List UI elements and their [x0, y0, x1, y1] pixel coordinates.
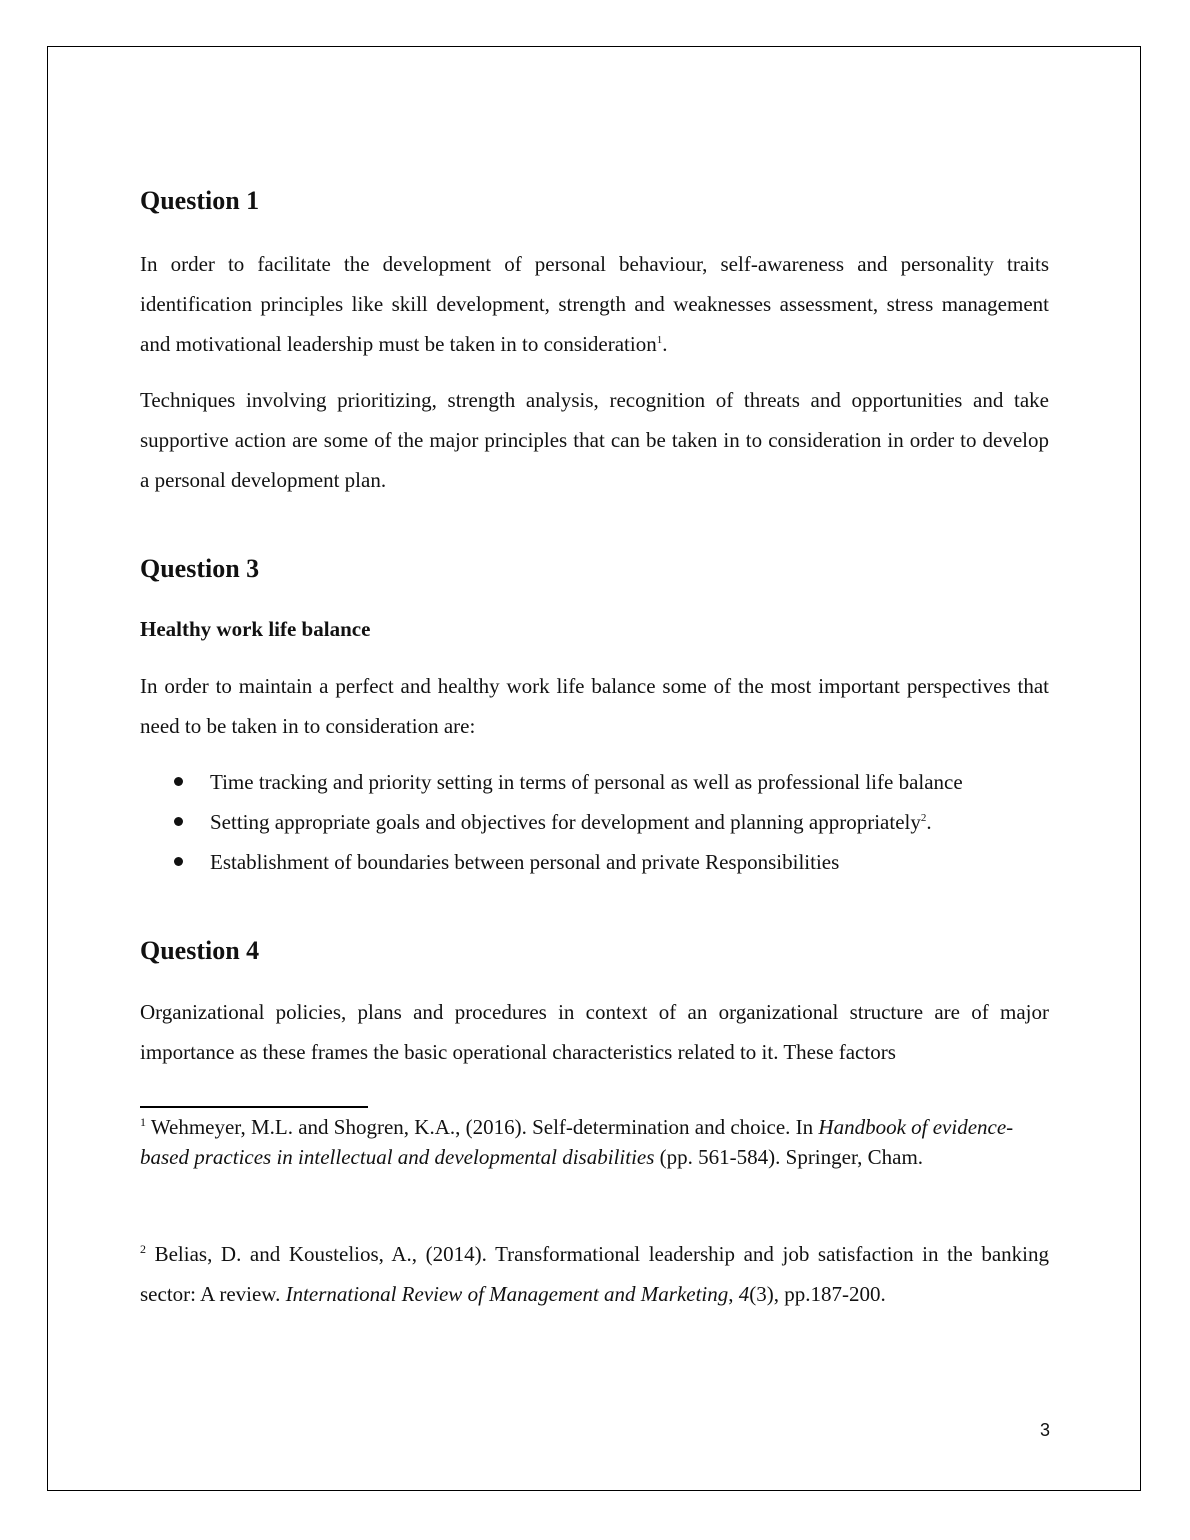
- question-4-paragraph: Organizational policies, plans and procedures in context of an organizational structure are of major importance as these frames the basic operational characteristics related to it. These factors: [140, 1000, 1049, 1064]
- footnote-ref-2[interactable]: 2: [920, 812, 927, 824]
- section-question-3: [140, 554, 1049, 584]
- question-1-heading: Question 1: [140, 186, 260, 215]
- footnote-2-number: 2: [140, 1242, 146, 1256]
- question-3-intro: In order to maintain a perfect and healthy work life balance some of the most important perspectives that need to be taken in to consideration are:: [140, 674, 1049, 738]
- question-1-paragraph-1: [140, 244, 1049, 364]
- bullet-icon: [174, 817, 183, 826]
- list-item: Setting appropriate goals and objectives for development and planning appropriately$^2$.: [140, 802, 1049, 842]
- question-1-paragraph-1-end: .: [662, 332, 668, 356]
- bullet-icon: [174, 857, 183, 866]
- footnote-1-title: Handbook of evidence-based practices in intellectual and developmental disabilities: [140, 1115, 1014, 1169]
- footnote-ref-1[interactable]: 1: [656, 334, 663, 346]
- question-3-heading: Question 3: [140, 554, 260, 583]
- section-question-1: [140, 186, 1049, 216]
- bullet-icon: [174, 777, 183, 786]
- footnote-1-number: 1: [140, 1115, 146, 1129]
- question-3-subheading-wrap: [140, 616, 1049, 642]
- footnote-2-volume: 4: [738, 1282, 750, 1306]
- question-3-bullet-list: [140, 762, 1049, 882]
- footnote-2: $^2$ Belias, D. and Koustelios, A., (2014). Transformational leadership and job satisfaction in the banking sector: A review. International Review of Management and Marketing, 4(3), pp.187-200.: [140, 1242, 1049, 1306]
- question-1-paragraph-1-text: In order to facilitate the development of personal behaviour, self-awareness and personality traits identification principles like skill development, strength and weaknesses assessment, stress management and motivational leadership must be taken in to consideration: [140, 252, 1049, 356]
- list-item: Establishment of boundaries between personal and private Responsibilities: [140, 842, 1049, 882]
- section-question-4: [140, 936, 1049, 966]
- footnote-separator: [140, 1106, 368, 1108]
- footnote-2-journal: International Review of Management and Marketing: [285, 1282, 729, 1306]
- question-4-heading: Question 4: [140, 936, 260, 965]
- footnote-1: $^1$ Wehmeyer, M.L. and Shogren, K.A., (2016). Self-determination and choice. In Handbook of evidence-based practices in intellectual and developmental disabilities (pp. 561-584). Springer, Cham.: [140, 1115, 1014, 1169]
- page-number: 3: [1039, 1420, 1050, 1440]
- question-1-paragraph-2: Techniques involving prioritizing, strength analysis, recognition of threats and opportunities and take supportive action are some of the major principles that can be taken in to consideration in order to develop a personal development plan.: [140, 388, 1049, 492]
- list-item: Time tracking and priority setting in terms of personal as well as professional life balance: [140, 762, 1049, 802]
- question-3-subheading: Healthy work life balance: [140, 617, 371, 641]
